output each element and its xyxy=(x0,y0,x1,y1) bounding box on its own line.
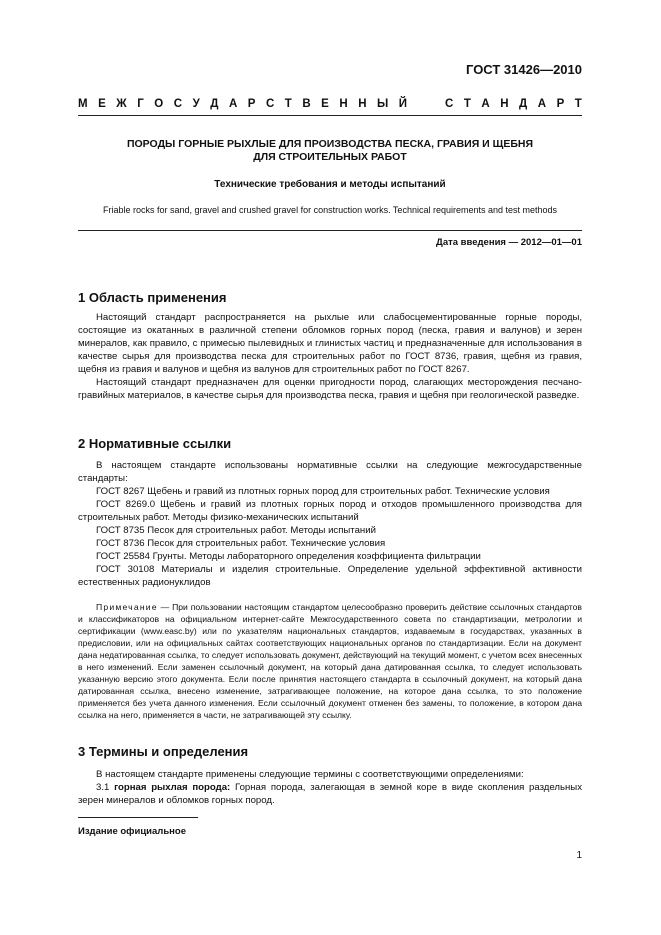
section-2-heading: 2 Нормативные ссылки xyxy=(78,436,232,451)
heading-letter: С xyxy=(445,98,454,110)
standard-code: ГОСТ 31426—2010 xyxy=(466,62,582,77)
heading-letter xyxy=(418,98,421,110)
heading-letter: Е xyxy=(321,98,329,110)
heading-letter: Р xyxy=(556,98,565,110)
heading-letter: А xyxy=(228,98,238,110)
heading-letter: Ы xyxy=(377,98,389,110)
heading-letter: Р xyxy=(247,98,256,110)
english-title: Friable rocks for sand, gravel and crushed gravel for construction works. Technical requirements and test methods xyxy=(102,205,558,215)
heading-letter: Н xyxy=(358,98,367,110)
section-1-body xyxy=(78,311,582,402)
heading-letter: Т xyxy=(574,98,582,110)
heading-letter: В xyxy=(302,98,311,110)
section-3-intro: В настоящем стандарте применены следующие термины с соответствующими определениями: xyxy=(96,769,524,780)
reference-6: ГОСТ 30108 Материалы и изделия строительные. Определение удельной эффективной активности естественных радионуклидов xyxy=(78,564,582,588)
title-rule xyxy=(78,230,582,231)
section-2-intro: В настоящем стандарте использованы нормативные ссылки на следующие межгосударственные стандарты: xyxy=(78,460,582,484)
heading-letter: А xyxy=(537,98,547,110)
reference-1: ГОСТ 8267 Щебень и гравий из плотных горных пород для строительных работ. Технические условия xyxy=(96,486,550,497)
heading-letter: Т xyxy=(463,98,471,110)
reference-2: ГОСТ 8269.0 Щебень и гравий из плотных горных пород и отходов промышленного производства для строительных работ. Методы физико-механических испытаний xyxy=(78,499,582,523)
heading-letter xyxy=(431,98,434,110)
page-number: 1 xyxy=(576,850,582,861)
title-line-1: ПОРОДЫ ГОРНЫЕ РЫХЛЫЕ ДЛЯ ПРОИЗВОДСТВА ПЕСКА, ГРАВИЯ И ЩЕБНЯ xyxy=(126,138,534,150)
section-1-paragraph-2: Настоящий стандарт предназначен для оценки пригодности пород, слагающих месторождения песчано-гравийных материалов, в качестве сырья для производства песка, гравия и щебня при геологической разведке. xyxy=(78,377,582,401)
document-title xyxy=(78,138,582,164)
heading-letter: Т xyxy=(284,98,292,110)
heading-letter: М xyxy=(78,98,88,110)
heading-letter: Д xyxy=(519,98,528,110)
note-text: — При пользовании настоящим стандартом целесообразно проверить действие ссылочных стандартов и классификаторов на официальном интернет-сайте Межгосударственного совета по стандартизации, метрологии и сертификации (www.easc.by) или по указателям национальных стандартов, издаваемым в государствах, указанных в предисловии, или на официальных сайтах соответствующих национальных органов по стандартизации. Если на документ дана недатированная ссылка, то следует использовать документ, действующий на текущий момент, с учетом всех внесенных в него изменений. Если заменен ссылочный документ, на который дана датированная ссылка, то следует использовать указанную версию этого документа. Если после принятия настоящего стандарта в ссылочный документ, на который дана датированная ссылка, внесено изменение, затрагивающее положение, на которое дана ссылка, то это положение применяется без учета данного изменения. Если ссылочный документ отменен без замены, то положение, в котором дана ссылка на него, применяется в части, не затрагивающей эту ссылку. xyxy=(78,602,582,720)
heading-letter: Н xyxy=(500,98,509,110)
document-subtitle: Технические требования и методы испытаний xyxy=(214,179,446,190)
heading-letter: С xyxy=(265,98,275,110)
title-line-2: ДЛЯ СТРОИТЕЛЬНЫХ РАБОТ xyxy=(253,151,407,163)
heading-letter: Н xyxy=(339,98,348,110)
heading-letter: О xyxy=(154,98,164,110)
section-3-body xyxy=(78,768,582,807)
section-1-heading: 1 Область применения xyxy=(78,290,227,305)
heading-letter: А xyxy=(481,98,490,110)
official-edition: Издание официальное xyxy=(78,826,186,837)
term-definition: Горная порода, залегающая в земной коре в виде скопления раздельных зерен минералов и обломков горных пород. xyxy=(78,782,582,806)
note-label: Примечание xyxy=(96,602,158,612)
note-block xyxy=(78,601,582,721)
section-3-heading: 3 Термины и определения xyxy=(78,744,249,759)
heading-letter: Д xyxy=(210,98,219,110)
reference-3: ГОСТ 8735 Песок для строительных работ. Методы испытаний xyxy=(96,525,376,536)
reference-4: ГОСТ 8736 Песок для строительных работ. Технические условия xyxy=(96,538,386,549)
heading-letter: Й xyxy=(398,98,408,110)
introduction-date: Дата введения — 2012—01—01 xyxy=(436,237,582,248)
header-rule xyxy=(78,115,582,116)
section-2-body xyxy=(78,459,582,589)
standard-type-heading xyxy=(78,98,582,110)
term-number: 3.1 xyxy=(96,782,115,793)
footer-rule xyxy=(78,817,198,818)
heading-letter: С xyxy=(173,98,183,110)
section-1-paragraph-1: Настоящий стандарт распространяется на рыхлые или слабосцементированные горные породы, состоящие из окатанных в различной степени обломков горных пород (песка, гравия и валунов) и зерен минералов, как правило, с примесью пылевидных и глинистых частиц и предназначенные для использования в качестве сырья для производства песка для строительных работ по ГОСТ 8736, гравия, щебня из гравия, щебня из гравия и валунов и щебня из валунов для строительных работ по ГОСТ 8267. xyxy=(78,312,582,375)
heading-letter: Е xyxy=(98,98,106,110)
reference-5: ГОСТ 25584 Грунты. Методы лабораторного определения коэффициента фильтрации xyxy=(96,551,481,562)
heading-letter: Ж xyxy=(116,98,127,110)
term: горная рыхлая порода: xyxy=(114,782,231,793)
heading-letter: У xyxy=(192,98,200,110)
heading-letter: Г xyxy=(137,98,144,110)
